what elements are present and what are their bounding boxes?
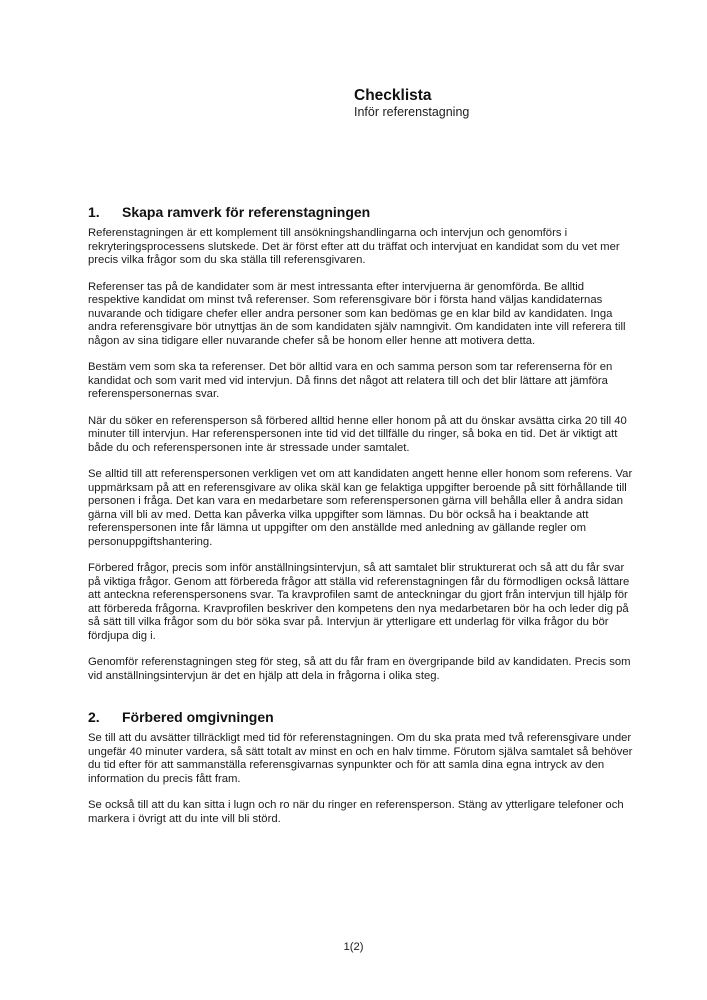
section-2-title: Förbered omgivningen [122, 709, 274, 725]
section-2-number: 2. [88, 709, 100, 725]
document-header [354, 86, 469, 120]
section-environment [88, 708, 633, 826]
paragraph: Se alltid till att referenspersonen verkligen vet om att kandidaten angett henne eller honom som referens. Var uppmärksam på att en referensgivare av olika skäl kan ge felaktiga uppgifter beroende på sitt förhållande till personen i fråga. Det kan vara en medarbetare som referenspersonen gärna vill behålla eller å andra sidan gärna vill bli av med. Detta kan påverka vilka uppgifter som lämnas. Du bör också ha i beaktande att referenspersonen inte får lämna ut uppgifter om den anställde med anledning av gällande regler om personuppgiftshantering. [88, 468, 633, 548]
paragraph: Se också till att du kan sitta i lugn och ro när du ringer en referensperson. Stäng av ytterligare telefoner och markera i övrigt att du inte vill bli störd. [88, 799, 624, 825]
page-number: 1(2) [343, 941, 364, 953]
paragraph: Genomför referenstagningen steg för steg, så att du får fram en övergripande bild av kandidaten. Precis som vid anställningsintervjun är det en hjälp att dela in frågorna i olika steg. [88, 656, 631, 682]
section-framework [88, 203, 633, 683]
paragraph: När du söker en referensperson så förbered alltid henne eller honom på att du önskar avsätta cirka 20 till 40 minuter till intervjun. Har referenspersonen inte tid vid det tillfälle du ringer, så boka en tid. Det är viktigt att både du och referenspersonen inte är stressade under samtalet. [88, 414, 627, 454]
paragraph: Referenstagningen är ett komplement till ansökningshandlingarna och intervjun och genomförs i rekryteringsprocessens slutskede. Det är först efter att du träffat och intervjuat en kandidat som du vet mer precis vilka frågor som du ska ställa till referensgivaren. [88, 227, 620, 266]
paragraph: Se till att du avsätter tillräckligt med tid för referenstagningen. Om du ska prata med två referensgivare under ungefär 40 minuter vardera, så sätt totalt av minst en och en halv timme. Förutom själva samtalet så behöver du tid efter för att sammanställa referensgivarnas synpunkter och för att samla dina egna intryck av den information du precis fått fram. [88, 732, 633, 785]
document-title: Checklista [354, 87, 432, 104]
paragraph: Referenser tas på de kandidater som är mest intressanta efter intervjuerna är genomförda. Be alltid respektive kandidat om minst två referenser. Som referensgivare bör i första hand väljas kandidaternas nuvarande och tidigare chefer eller andra personer som kan bedömas ge en klar bild av kandidaten. Inga andra referensgivare bör utnyttjas än de som kandidaten själv namngivit. Om kandidaten inte vill referera till någon av sina tidigare eller nuvarande chefer så be honom eller henne att motivera detta. [88, 280, 626, 347]
section-2-heading [88, 708, 633, 726]
section-1-heading [88, 203, 633, 221]
document-subtitle: Inför referenstagning [354, 105, 470, 119]
section-1-title: Skapa ramverk för referenstagningen [122, 204, 371, 220]
page-footer [0, 941, 707, 953]
document-body [88, 203, 633, 839]
paragraph: Bestäm vem som ska ta referenser. Det bör alltid vara en och samma person som tar referenserna för en kandidat och som varit med vid intervjun. Då finns det något att relatera till och det blir lättare att jämföra referenspersonernas svar. [88, 361, 613, 400]
section-1-number: 1. [88, 204, 100, 220]
paragraph: Förbered frågor, precis som inför anställningsintervjun, så att samtalet blir strukturerat och så att du får svar på viktiga frågor. Genom att förbereda frågor att ställa vid referenstagningen får du förmodligen också lättare att anteckna referenspersonens svar. Ta kravprofilen samt de anteckningar du gjort från intervjun till hjälp för att förbereda frågorna. Kravprofilen beskriver den kompetens den nya medarbetaren bör ha och leder dig på så sätt till vilka frågor som du bör söka svar på. Intervjun är ytterligare ett underlag för vilka frågor du bör fördjupa dig i. [88, 562, 630, 642]
